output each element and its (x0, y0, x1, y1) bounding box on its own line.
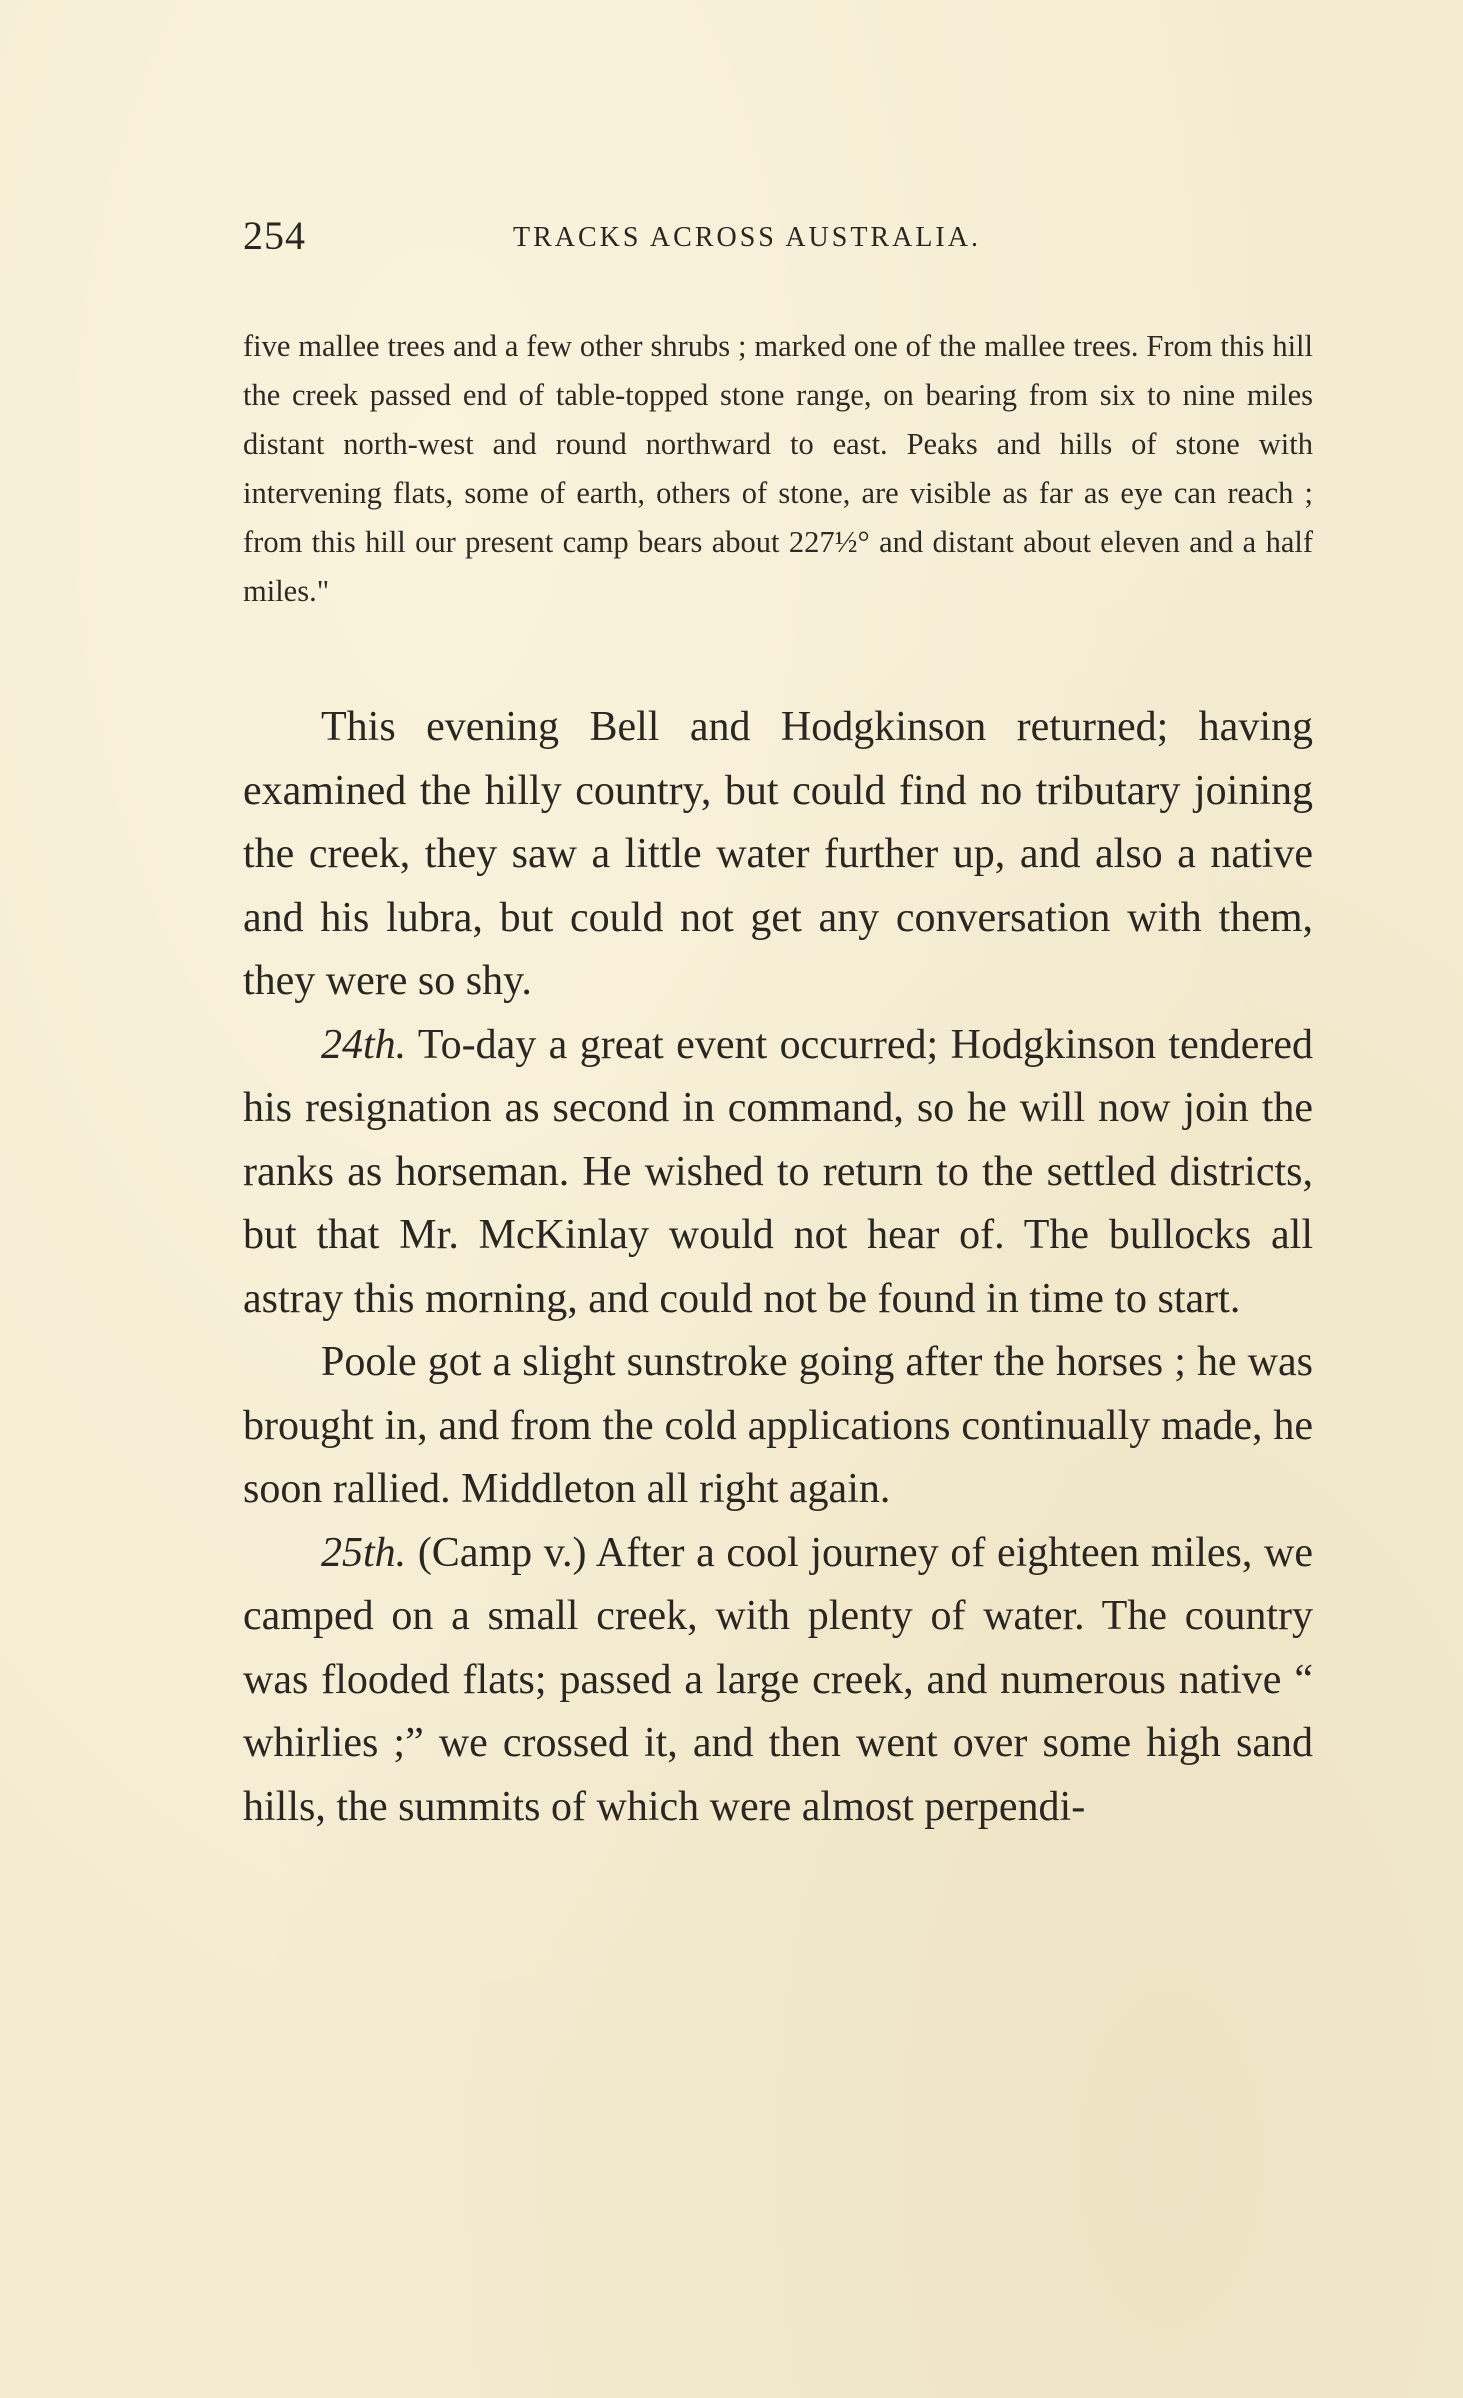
paragraph-2-date: 24th. (321, 1021, 407, 1068)
paragraph-1 (243, 696, 1313, 1014)
paragraph-1-text: This evening Bell and Hodgkinson returned; having examined the hilly country, but could find no tributary joining the creek, they saw a little water further up, and also a native and his lubra, but could not get any conversation with them, they were so shy. (243, 704, 1313, 1004)
block-quote: five mallee trees and a few other shrubs ; marked one of the mallee trees. From this hill the creek passed end of table-topped stone range, on bearing from six to nine miles distant north-west and round northward to east. Peaks and hills of stone with intervening flats, some of earth, others of stone, are visible as far as eye can reach ; from this hill our present camp bears about 227½° and distant about eleven and a half miles." (243, 329, 1313, 608)
page-number: 254 (243, 213, 306, 258)
paragraph-2-text: To-day a great event occurred; Hodgkinson tendered his resignation as second in command, so he will now join the ranks as horseman. He wished to return to the settled districts, but that Mr. McKinlay would not hear of. The bullocks all astray this morning, and could not be found in time to start. (243, 1021, 1313, 1322)
paragraph-3 (243, 1331, 1313, 1522)
paragraph-3-text: Poole got a slight sunstroke going after the horses ; he was brought in, and from the cold applications continually made, he soon rallied. Middleton all right again. (243, 1339, 1313, 1512)
paragraph-2 (243, 1014, 1313, 1332)
paragraph-4 (243, 1522, 1313, 1840)
body-text (243, 696, 1313, 1839)
paragraph-4-date: 25th. (321, 1529, 407, 1576)
paragraph-4-text: (Camp v.) After a cool journey of eighteen miles, we camped on a small creek, with plenty of water. The country was flooded flats; passed a large creek, and numerous native “ whirlies ;” we crossed it, and then went over some high sand hills, the summits of which were almost perpendi- (243, 1529, 1313, 1830)
running-head (243, 212, 1313, 262)
running-title: TRACKS ACROSS AUSTRALIA. (513, 222, 981, 253)
